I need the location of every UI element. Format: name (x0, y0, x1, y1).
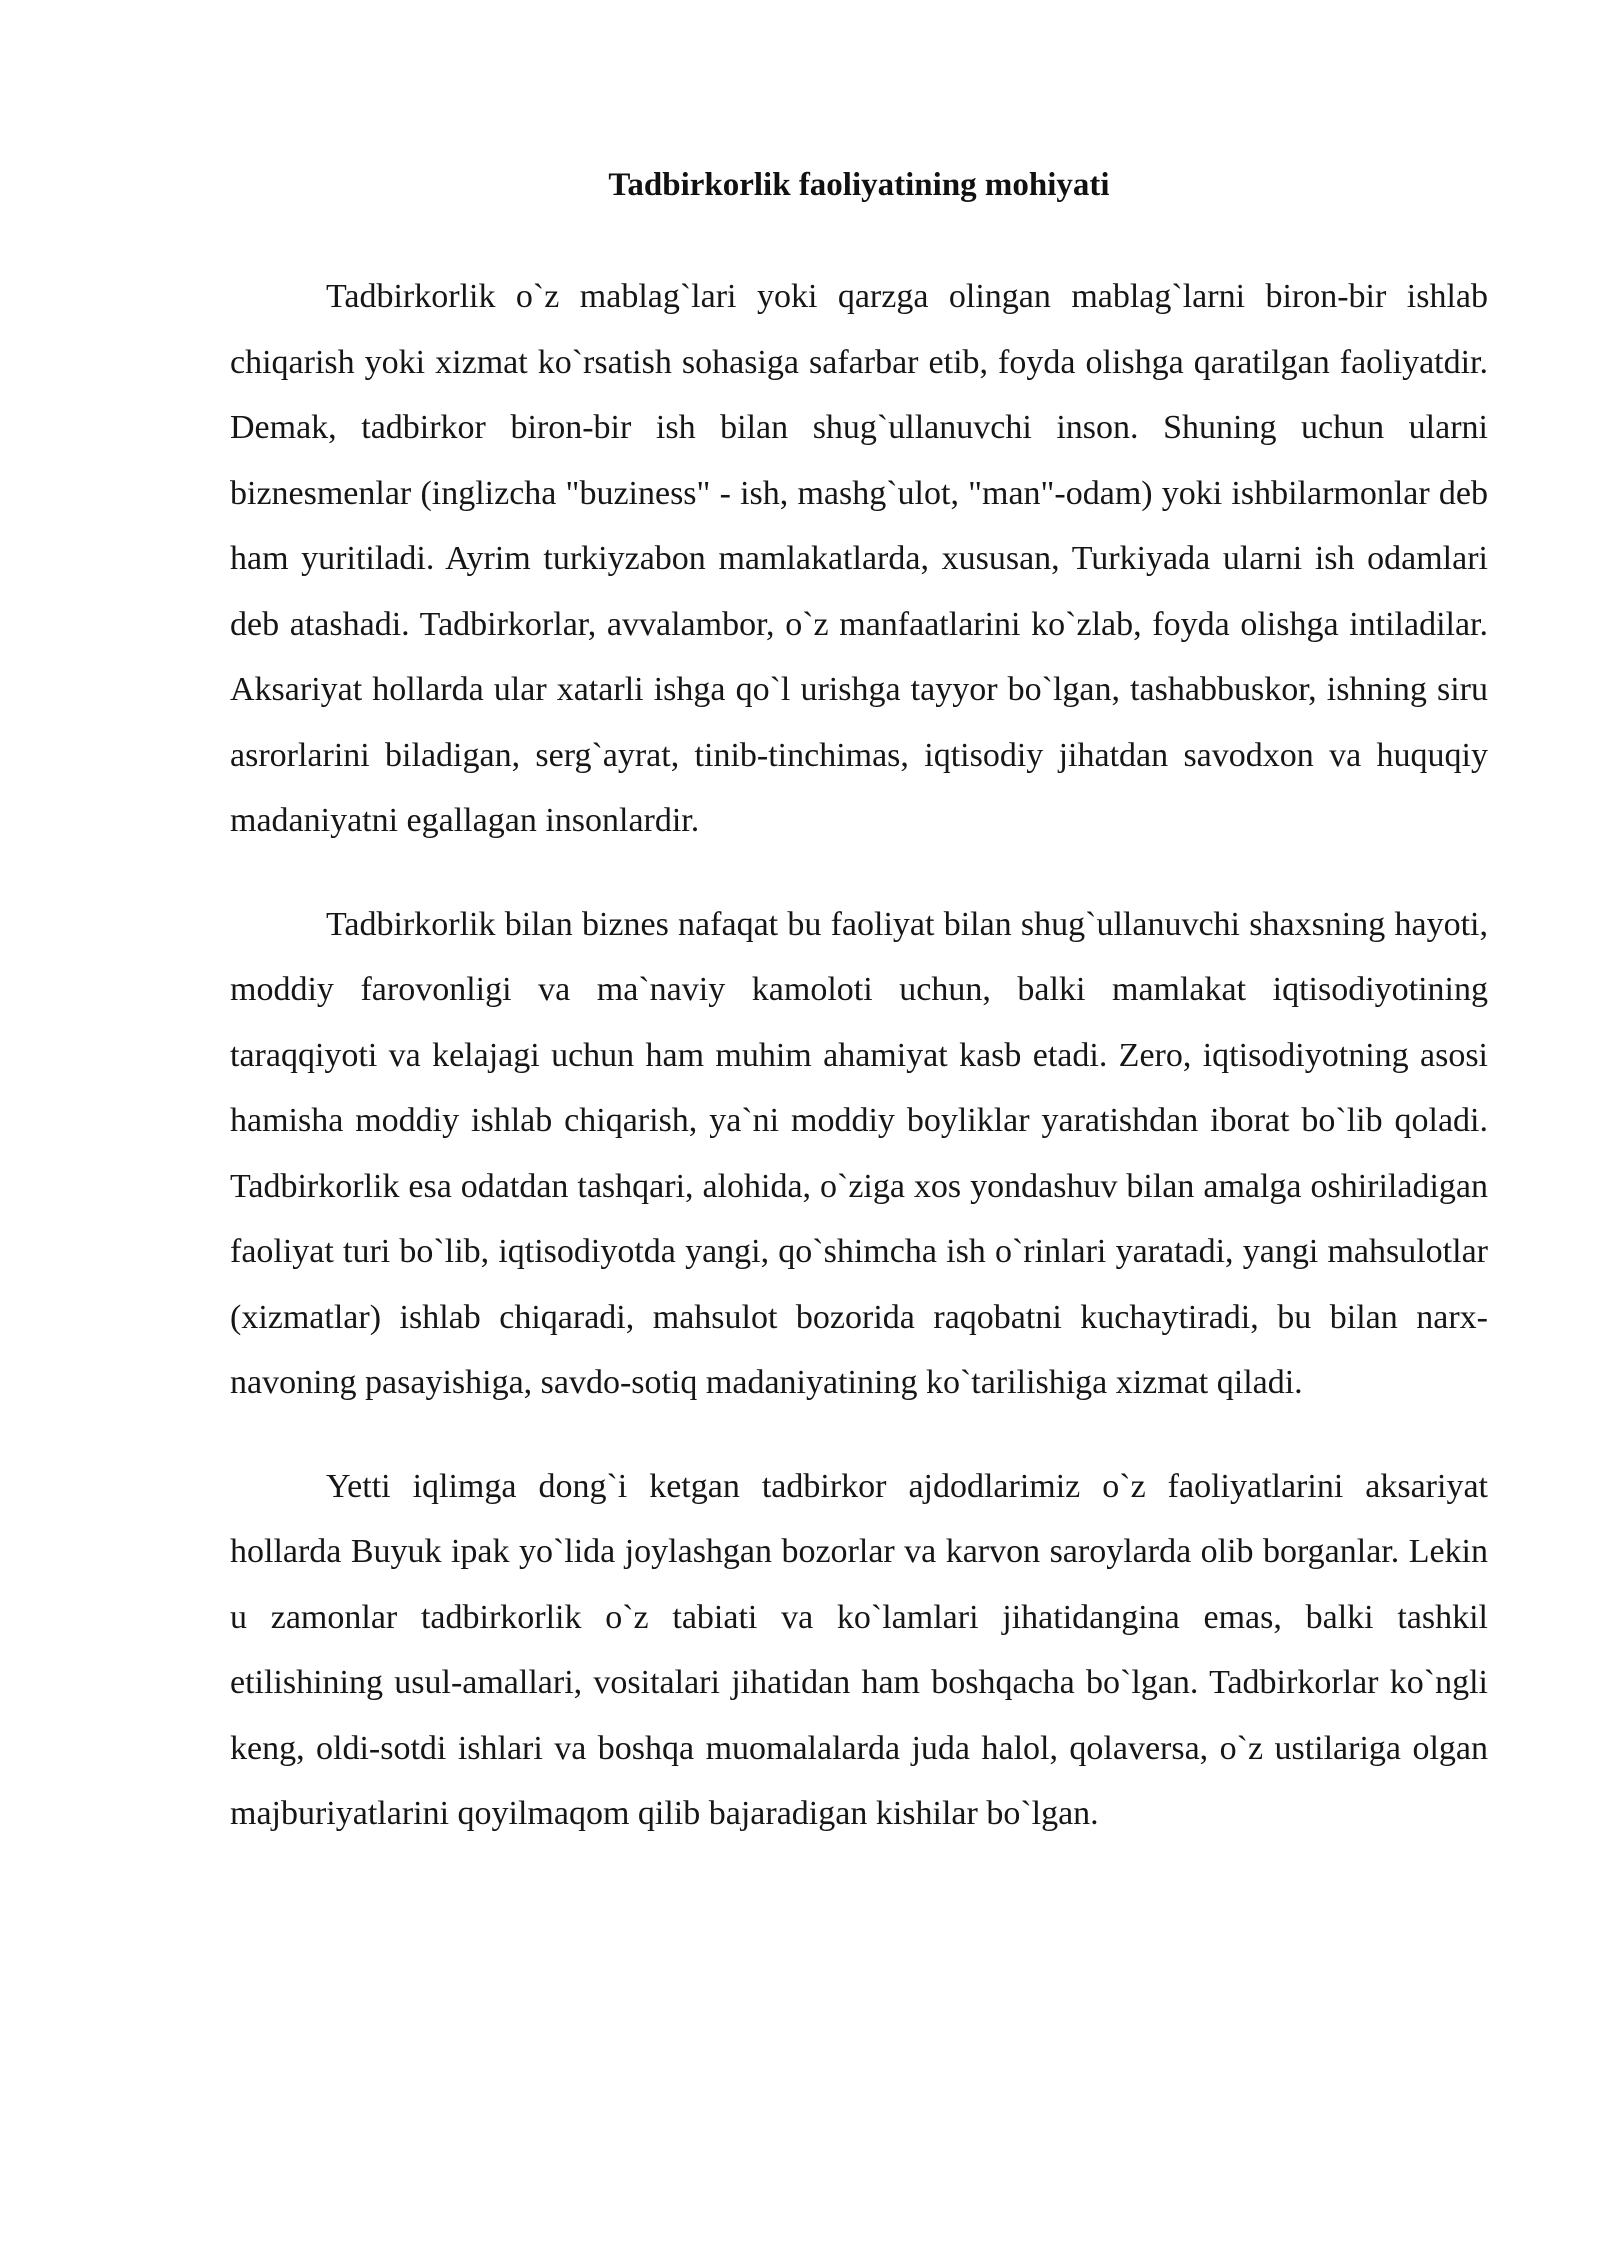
paragraph-3: Yetti iqlimga dong`i ketgan tadbirkor ajdodlarimiz o`z faoliyatlarini aksariyat hollarda Buyuk ipak yo`lida joylashgan bozorlar va karvon saroylarda olib borganlar. Lekin u zamonlar tadbirkorlik o`z tabiati va ko`lamlari jihatidangina emas, balki tashkil etilishining usul-amallari, vositalari jihatidan ham boshqacha bo`lgan. Tadbirkorlar ko`ngli keng, oldi-sotdi ishlari va boshqa muomalalarda juda halol, qolaversa, o`z ustilariga olgan majburiyatlarini qoyilmaqom qilib bajaradigan kishilar bo`lgan. (230, 1467, 1488, 1832)
document-title: Tadbirkorlik faoliyatining mohiyati (608, 167, 1110, 203)
paragraph-1: Tadbirkorlik o`z mablag`lari yoki qarzga olingan mablag`larni biron-bir ishlab chiqarish yoki xizmat ko`rsatish sohasiga safarbar etib, foyda olishga qaratilgan faoliyatdir. Demak, tadbirkor biron-bir ish bilan shug`ullanuvchi inson. Shuning uchun ularni biznesmenlar (inglizcha "buziness" - ish, mashg`ulot, "man"-odam) yoki ishbilarmonlar deb ham yuritiladi. Ayrim turkiyzabon mamlakatlarda, xususan, Turkiyada ularni ish odamlari deb atashadi. Tadbirkorlar, avvalambor, o`z manfaatlarini ko`zlab, foyda olishga intiladilar. Aksariyat hollarda ular xatarli ishga qo`l urishga tayyor bo`lgan, tashabbuskor, ishning siru asrorlarini biladigan, serg`ayrat, tinib-tinchimas, iqtisodiy jihatdan savodxon va huquqiy madaniyatni egallagan insonlardir. (230, 278, 1488, 839)
paragraph-2: Tadbirkorlik bilan biznes nafaqat bu faoliyat bilan shug`ullanuvchi shaxsning hayoti, moddiy farovonligi va ma`naviy kamoloti uchun, balki mamlakat iqtisodiyotining taraqqiyoti va kelajagi uchun ham muhim ahamiyat kasb etadi. Zero, iqtisodiyotning asosi hamisha moddiy ishlab chiqarish, ya`ni moddiy boyliklar yaratishdan iborat bo`lib qoladi. Tadbirkorlik esa odatdan tashqari, alohida, o`ziga xos yondashuv bilan amalga oshiriladigan faoliyat turi bo`lib, iqtisodiyotda yangi, qo`shimcha ish o`rinlari yaratadi, yangi mahsulotlar (xizmatlar) ishlab chiqaradi, mahsulot bozorida raqobatni kuchaytiradi, bu bilan narx-navoning pasayishiga, savdo-sotiq madaniyatining ko`tarilishiga xizmat qiladi. (230, 905, 1488, 1401)
document-body (230, 264, 1488, 1885)
